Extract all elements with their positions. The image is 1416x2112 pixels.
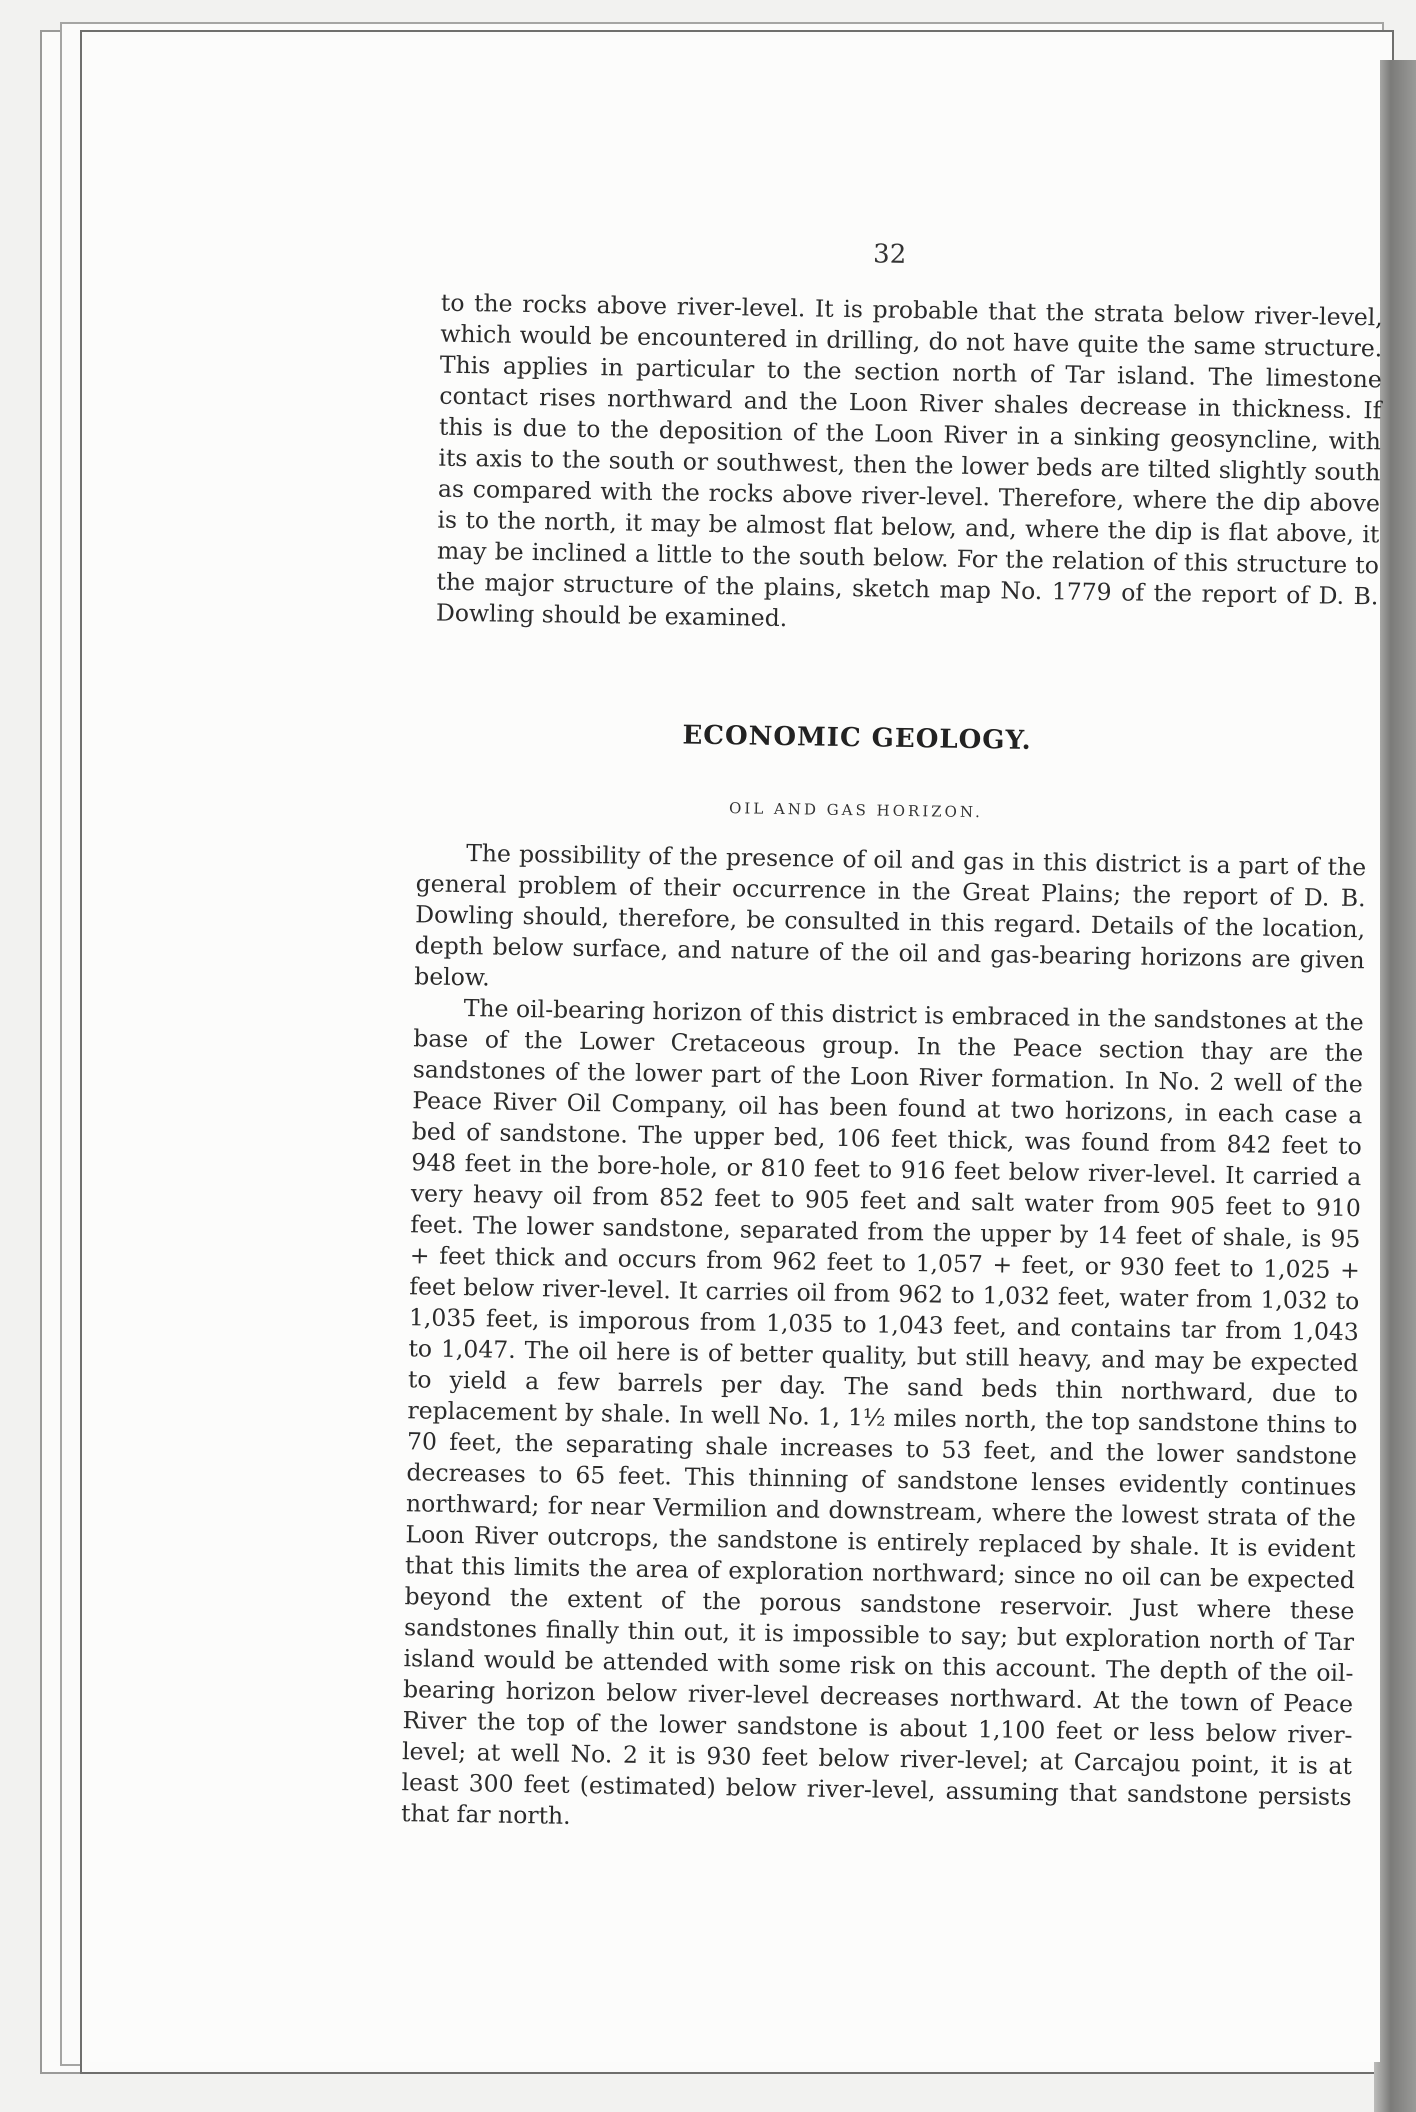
document-page	[90, 36, 1383, 2062]
body-paragraph-1: The possibility of the presence of oil and gas in this district is a part of the general problem of their occurrence in the Great Plains; the report of D. B. Dowling should, therefore, be consulted in this regard. Details of the location, depth below surface, and nature of the oil and gas-bearing horizons are given below.	[414, 839, 1367, 992]
opening-paragraph: to the rocks above river-level. It is probable that the strata below river-level, which would be encountered in drilling, do not have quite the same structure. This applies in particular to the section north of Tar island. The limestone contact rises northward and the Loon River shales decrease in thickness. If this is due to the deposition of the Loon River in a sinking geosyncline, with its axis to the south or southwest, then the lower beds are tilted slightly south as compared with the rocks above river-level. Therefore, where the dip above is to the north, it may be almost flat below, and, where the dip is flat above, it may be inclined a little to the south below. For the relation of this structure to the major structure of the plains, sketch map No. 1779 of the report of D. B. Dowling should be examined.	[435, 288, 1383, 633]
body-paragraph-2: The oil-bearing horizon of this district is embraced in the sandstones at the base of the Lower Cretaceous group. In the Peace section thay are the sandstones of the lower part of the Loon River formation. In No. 2 well of the Peace River Oil Company, oil has been found at two horizons, in each case a bed of sandstone. The upper bed, 106 feet thick, was found from 842 feet to 948 feet in the bore-hole, or 810 feet to 916 feet below river-level. It carried a very heavy oil from 852 feet to 905 feet and salt water from 905 feet to 910 feet. The lower sandstone, separated from the upper by 14 feet of shale, is 95 + feet thick and occurs from 962 feet to 1,057 + feet, or 930 feet to 1,025 + feet below river-level. It carries oil from 962 to 1,032 feet, water from 1,032 to 1,035 feet, is imporous from 1,035 to 1,043 feet, and contains tar from 1,043 to 1,047. The oil here is of better quality, but still heavy, and may be expected to yield a few barrels per day. The sand beds thin northward, due to replacement by shale. In well No. 1, 1½ miles north, the top sandstone thins to 70 feet, the separating shale increases to 53 feet, and the lower sandstone decreases to 65 feet. This thinning of sandstone lenses evidently continues northward; for near Vermilion and downstream, where the lowest strata of the Loon River outcrops, the sandstone is entirely replaced by shale. It is evident that this limits the area of exploration northward; since no oil can be expected beyond the extent of the porous sandstone reservoir. Just where these sandstones finally thin out, it is impossible to say; but exploration north of Tar island would be attended with some risk on this account. The depth of the oil-bearing horizon below river-level decreases northward. At the town of Peace River the top of the lower sandstone is about 1,100 feet or less below river-level; at well No. 2 it is 930 feet below river-level; at Carcajou point, it is at least 300 feet (estimated) below river-level, assuming that sandstone persists that far north.	[400, 994, 1364, 1830]
page-content	[340, 231, 1390, 1830]
subsection-heading: OIL AND GAS HORIZON.	[728, 799, 983, 822]
section-body	[401, 837, 1366, 1844]
page-number: 32	[872, 239, 907, 270]
section-heading: ECONOMIC GEOLOGY.	[682, 720, 1032, 756]
